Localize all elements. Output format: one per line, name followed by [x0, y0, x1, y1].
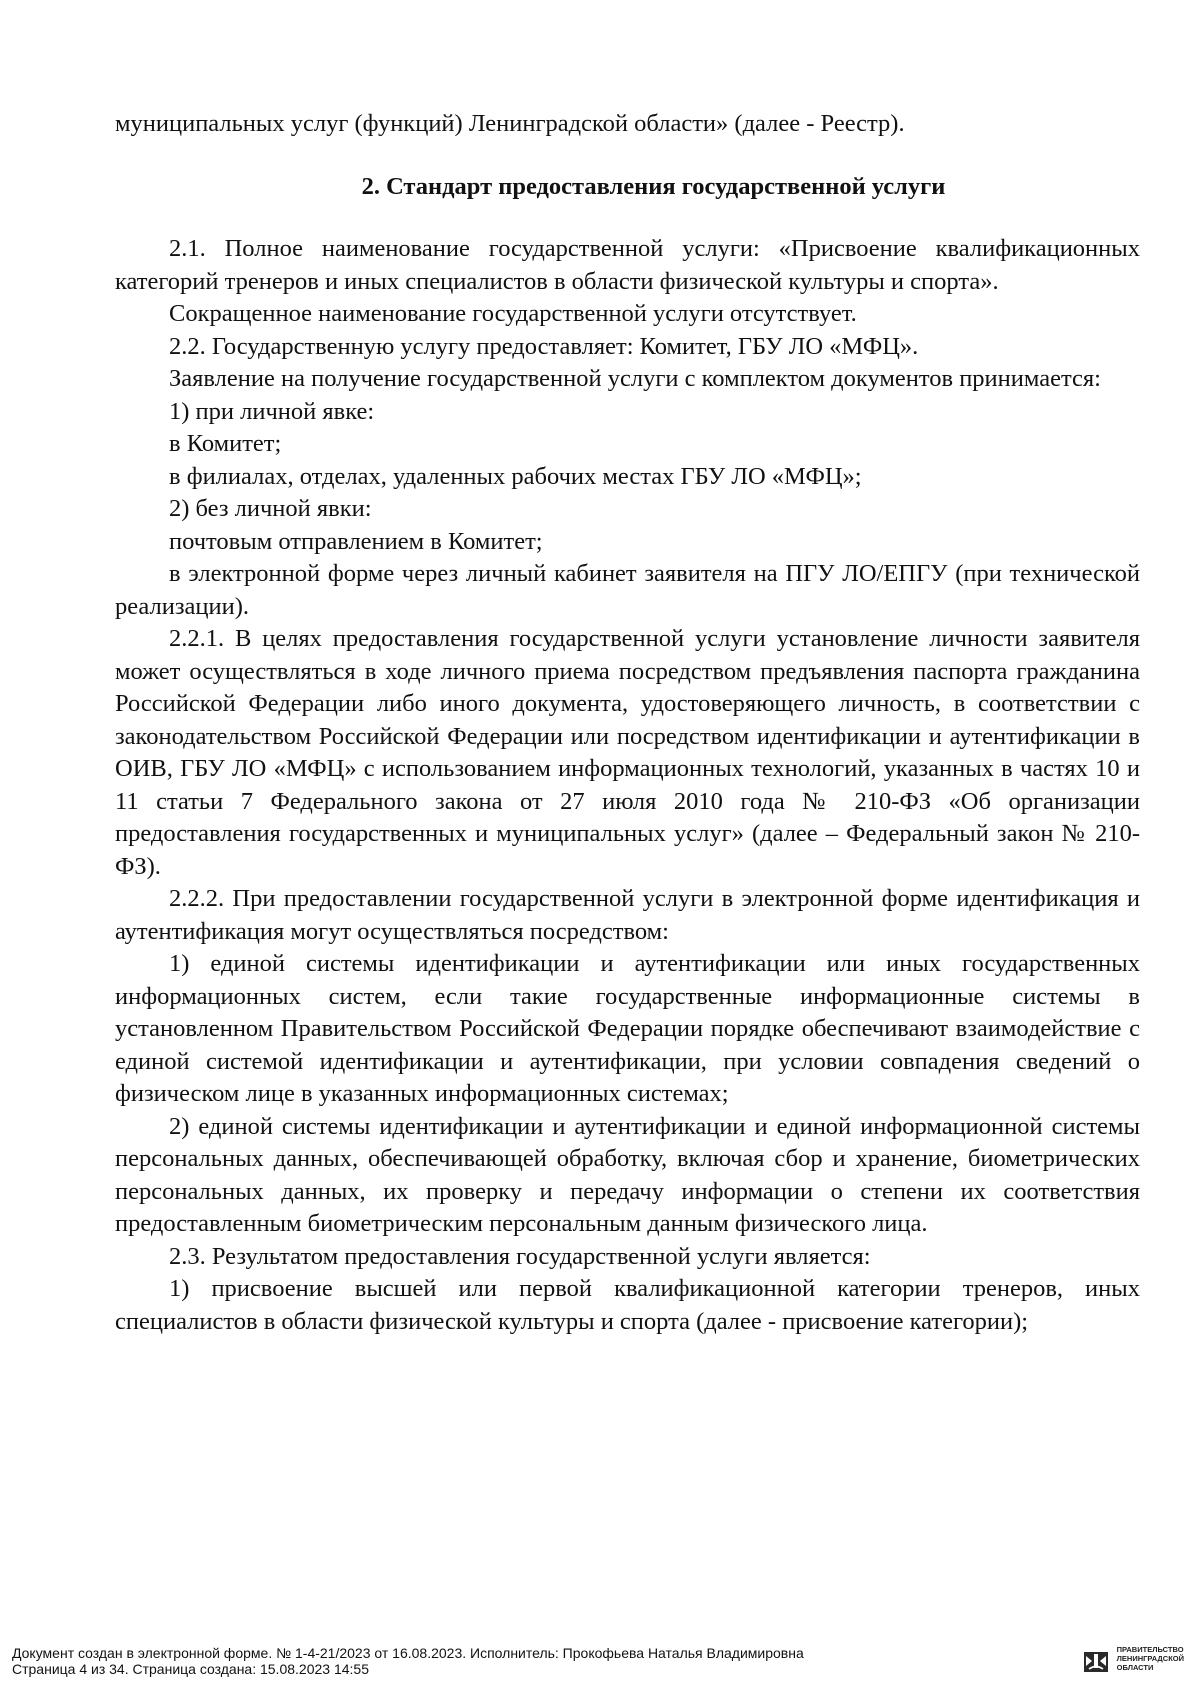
government-name-line: ОБЛАСТИ — [1116, 1663, 1154, 1672]
paragraph: 1) при личной явке: — [169, 397, 375, 425]
paragraph: в филиалах, отделах, удаленных рабочих местах ГБУ ЛО «МФЦ»; — [169, 462, 862, 490]
paragraph: почтовым отправлением в Комитет; — [169, 527, 543, 555]
paragraph: 2.2.1. В целях предоставления государственной услуги установление личности заявителя может осуществляться в ходе личного приема посредством предъявления паспорта гражданина Российской Федерации либо иного документа, удостоверяющего личность, в соответствии с законодательством Российской Федерации или посредством идентификации и аутентификации в ОИВ, ГБУ ЛО «МФЦ» с использованием информационных технологий, указанных в частях 10 и 11 статьи 7 Федерального закона от 27 июля 2010 года № 210-ФЗ «Об организации предоставления государственных и муниципальных услуг» (далее – Федеральный закон № 210-ФЗ). — [115, 625, 1140, 880]
paragraph: 1) единой системы идентификации и аутентификации или иных государственных информационных систем, если такие государственные информационные системы в установленном Правительством Российской Федерации порядке обеспечивают взаимодействие с единой системой идентификации и аутентификации, при условии совпадения сведений о физическом лице в указанных информационных системах; — [115, 950, 1140, 1107]
paragraph: 1) присвоение высшей или первой квалификационной категории тренеров, иных специалистов в области физической культуры и спорта (далее - присвоение категории); — [115, 1275, 1140, 1335]
document-page — [115, 108, 1140, 1338]
government-name — [1117, 1645, 1184, 1672]
government-name-line: ПРАВИТЕЛЬСТВО — [1116, 1645, 1184, 1654]
paragraph: 2.2.2. При предоставлении государственной услуги в электронной форме идентификация и аутентификация могут осуществляться посредством: — [115, 885, 1140, 945]
paragraph: Сокращенное наименование государственной услуги отсутствует. — [169, 300, 857, 327]
paragraph: 2.2. Государственную услугу предоставляет: Комитет, ГБУ ЛО «МФЦ». — [169, 332, 919, 360]
footer-text — [12, 1645, 804, 1677]
footer-line-document: Документ создан в электронной форме. № 1-4-21/2023 от 16.08.2023. Исполнитель: Прокофьева Наталья Владимировна — [12, 1645, 804, 1661]
section-title: 2. Стандарт предоставления государственной услуги — [361, 172, 946, 200]
paragraph: в электронной форме через личный кабинет заявителя на ПГУ ЛО/ЕПГУ (при технической реализации). — [115, 560, 1140, 620]
government-name-line: ЛЕНИНГРАДСКОЙ — [1116, 1654, 1184, 1663]
lead-line: муниципальных услуг (функций) Ленинградской области» (далее - Реестр). — [115, 110, 905, 137]
paragraph: 2) без личной явки: — [169, 495, 372, 522]
paragraph: 2.1. Полное наименование государственной услуги: «Присвоение квалификационных категорий тренеров и иных специалистов в области физической культуры и спорта». — [115, 235, 1140, 295]
paragraph: в Комитет; — [169, 430, 282, 457]
paragraph: Заявление на получение государственной услуги с комплектом документов принимается: — [169, 365, 1101, 392]
paragraph: 2.3. Результатом предоставления государственной услуги является: — [169, 1242, 871, 1270]
leningrad-region-emblem-icon — [1083, 1649, 1109, 1675]
government-logo — [1083, 1645, 1184, 1675]
document-footer — [12, 1645, 1188, 1689]
footer-line-page: Страница 4 из 34. Страница создана: 15.08.2023 14:55 — [12, 1661, 369, 1677]
paragraph: 2) единой системы идентификации и аутентификации и единой информационной системы персональных данных, обеспечивающей обработку, включая сбор и хранение, биометрических персональных данных, их проверку и передачу информации о степени их соответствия предоставленным биометрическим персональным данным физического лица. — [115, 1112, 1140, 1237]
